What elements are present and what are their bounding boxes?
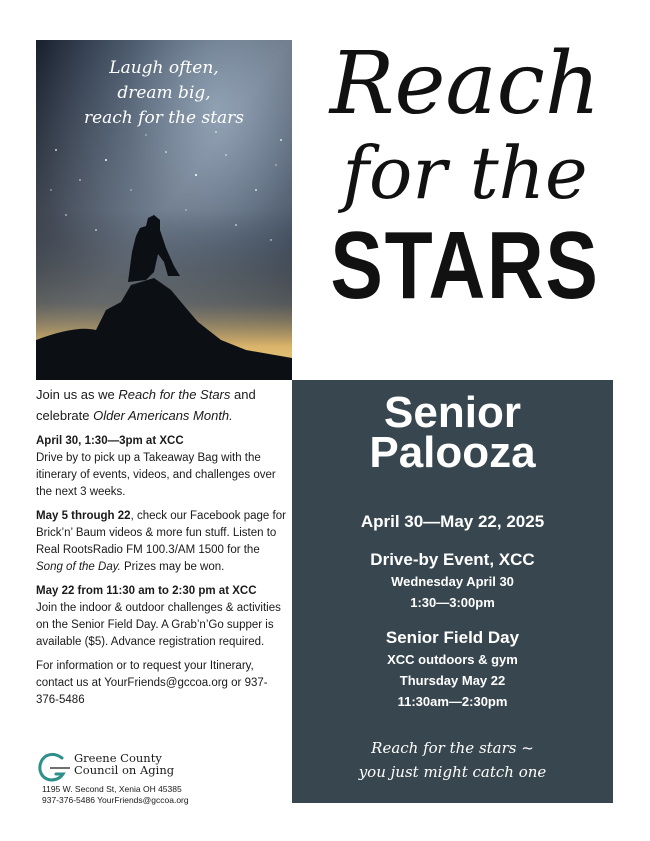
org-address: 1195 W. Second St, Xenia OH 45385 <box>42 784 182 794</box>
event-3 <box>36 583 286 651</box>
org-name-line: Council on Aging <box>74 763 175 777</box>
event-emphasis: Song of the Day. <box>36 561 121 573</box>
drive-by-day: Wednesday April 30 <box>391 574 514 589</box>
panel-title-line: Senior <box>384 388 521 437</box>
field-day-day: Thursday May 22 <box>399 673 506 688</box>
field-day-time: 11:30am—2:30pm <box>397 694 508 709</box>
event-panel <box>292 380 613 803</box>
contact-info: For information or to request your Itinerary, contact us at YourFriends@gccoa.org or 937-376-5486 <box>36 660 268 706</box>
event-1 <box>36 433 286 501</box>
event-heading: April 30, 1:30—3pm at XCC <box>36 435 184 447</box>
panel-title-line: Palooza <box>369 428 536 477</box>
panel-title <box>292 388 613 477</box>
hero-photo <box>36 40 292 380</box>
quote-line: Laugh often, <box>109 58 219 78</box>
title-line-stars: STARS <box>330 212 600 319</box>
event-heading: May 22 from 11:30 am to 2:30 pm at XCC <box>36 585 257 597</box>
org-phone-email: 937-376-5486 YourFriends@gccoa.org <box>42 795 189 805</box>
org-name-line: Greene County <box>74 751 162 765</box>
quote-line: dream big, <box>117 83 211 103</box>
title-line-reach: Reach <box>329 34 601 134</box>
event-heading: May 5 through 22 <box>36 510 131 522</box>
intro-emphasis: Older Americans Month. <box>93 408 233 423</box>
org-name <box>74 752 174 776</box>
event-body: Prizes may be won. <box>120 561 225 573</box>
tagline-line: you just might catch one <box>358 763 547 781</box>
event-2 <box>36 508 286 576</box>
photo-quote <box>36 56 292 131</box>
event-details <box>36 384 286 716</box>
intro-paragraph <box>36 384 286 426</box>
event-body: , check our Facebook page for Brick’n’ Baum videos & more fun stuff. Listen to Real RootsRadio FM 100.3/AM 1500 for the <box>36 510 286 556</box>
event-date-range: April 30—May 22, 2025 <box>360 512 545 531</box>
org-address-block <box>42 784 189 806</box>
intro-text: Join us as we <box>36 387 119 402</box>
quote-line: reach for the stars <box>83 108 245 128</box>
panel-tagline <box>292 736 613 784</box>
event-body: Drive by to pick up a Takeaway Bag with the itinerary of events, videos, and challenges over the next 3 weeks. <box>36 452 276 498</box>
event-body: Join the indoor & outdoor challenges & activities on the Senior Field Day. A Grab’n’Go supper is available ($5). Advance registration required. <box>36 602 281 648</box>
page-title <box>300 36 630 318</box>
field-day-heading: Senior Field Day <box>385 628 520 647</box>
gccoa-logo-icon <box>36 752 72 784</box>
drive-by-time: 1:30—3:00pm <box>410 595 495 610</box>
drive-by-heading: Drive-by Event, XCC <box>370 550 535 569</box>
intro-text: and celebrate <box>36 387 256 423</box>
title-line-for-the: for the <box>342 131 588 215</box>
field-day-place: XCC outdoors & gym <box>387 652 518 667</box>
intro-emphasis: Reach for the Stars <box>118 387 231 402</box>
tagline-line: Reach for the stars ~ <box>371 739 534 757</box>
